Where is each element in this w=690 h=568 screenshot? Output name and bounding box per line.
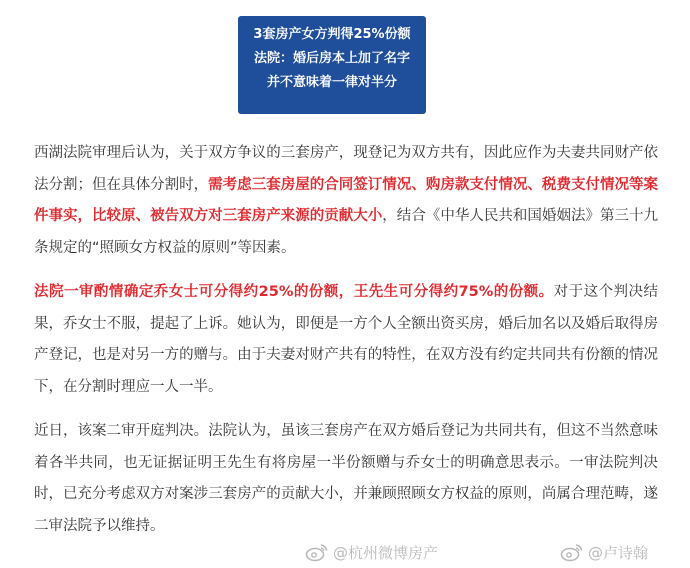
paragraph-3-text: 近日，该案二审开庭判决。法院认为，虽该三套房产在双方婚后登记为共同共有，但这不当然意味着各半共同，也无证据证明王先生有将房屋一半份额赠与乔女士的明确意思表示。一审法院判决时，已充分考虑双方对案涉三套房产的贡献大小，并兼顾照顾女方权益的原则，尚属合理范畴，遂二审法院予以维持。 (34, 423, 658, 534)
paragraph-1-text-b: ，结合《中华人民共和国婚姻法》第三十九条规定的“照顾女方权益的原则”等因素。 (34, 208, 659, 256)
paragraph-3 (34, 416, 658, 542)
headline-line-3: 并不意味着一律对半分 (266, 75, 397, 90)
paragraph-1-text-a: 西湖法院审理后认为，关于双方争议的三套房产，现登记为双方共有，因此应作为夫妻共同财产依法分割；但在具体分割时， (34, 145, 658, 193)
headline-line-1: 3套房产女方判得25%份额 (253, 27, 411, 42)
paragraph-2 (34, 277, 658, 403)
weibo-icon (560, 542, 584, 562)
watermark-lu-shihan (560, 540, 648, 564)
headline-line-2: 法院：婚后房本上加了名字 (253, 51, 410, 66)
paragraph-1-highlight: 需考虑三套房屋的合同签订情况、购房款支付情况、税费支付情况等案件事实，比较原、被告双方对三套房产来源的贡献大小 (34, 176, 659, 224)
watermark-hangzhou-weibo (305, 540, 438, 564)
headline-box (238, 16, 426, 114)
paragraph-2-highlight: 法院一审酌情确定乔女士可分得约25%的份额，王先生可分得约75%的份额。 (34, 284, 554, 300)
paragraph-1 (34, 138, 658, 264)
article-body (34, 138, 658, 542)
weibo-icon (305, 542, 329, 562)
watermark-right-text: @卢诗翰 (588, 543, 649, 562)
paragraph-2-text: 对于这个判决结果，乔女士不服，提起了上诉。她认为，即便是一方个人全额出资买房，婚后加名以及婚后取得房产登记，也是对另一方的赠与。由于夫妻对财产共有的特性，在双方没有约定共同共有份额的情况下，在分割时理应一人一半。 (34, 284, 658, 395)
watermark-left-text: @杭州微博房产 (333, 543, 439, 562)
